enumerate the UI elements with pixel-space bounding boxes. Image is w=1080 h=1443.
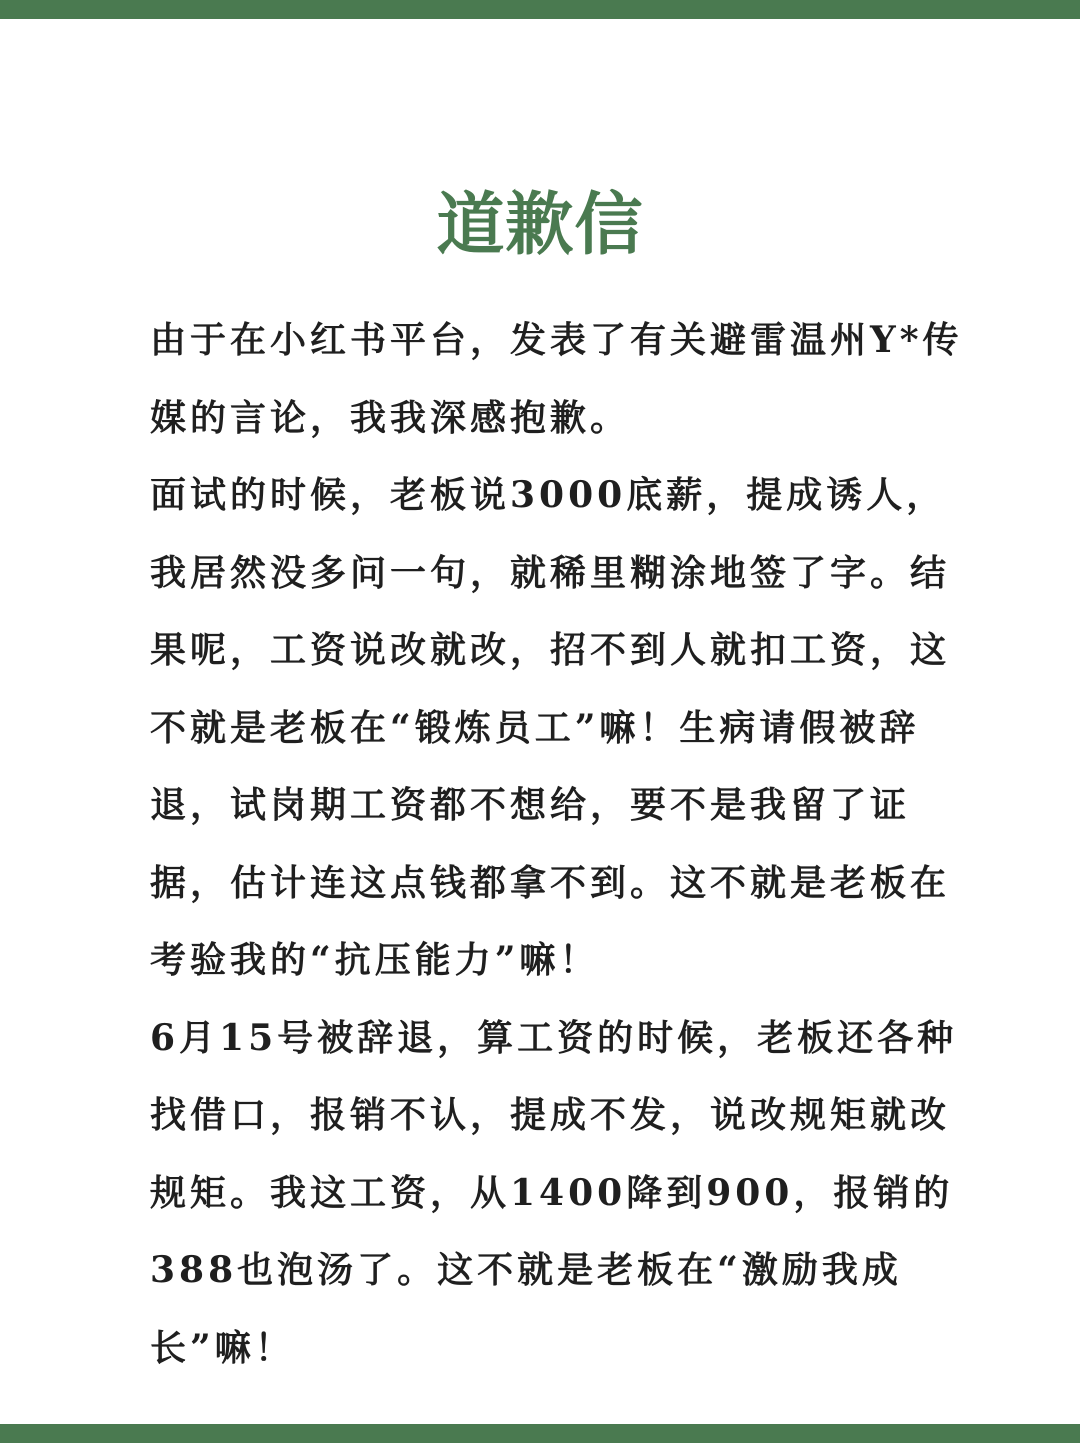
body-line: 面试的时候，老板说3000底薪，提成诱人， [150, 474, 947, 516]
body-line: 长”嘛！ [150, 1326, 295, 1369]
body-line: 不就是老板在“锻炼员工”嘛！生病请假被辞 [150, 706, 920, 749]
body-line: 规矩。我这工资，从1400降到900，报销的 [150, 1171, 954, 1214]
letter-title: 道歉信 [436, 185, 644, 265]
body-line: 由于在小红书平台，发表了有关避雷温州Y*传 [150, 319, 963, 361]
body-line: 我居然没多问一句，就稀里糊涂地签了字。结 [150, 551, 951, 594]
body-line: 6月15号被辞退，算工资的时候，老板还各种 [150, 1016, 958, 1059]
letter-body [150, 302, 970, 1387]
body-line: 果呢，工资说改就改，招不到人就扣工资，这 [150, 629, 951, 671]
body-line: 考验我的“抗压能力”嘛！ [150, 939, 600, 981]
body-line: 退，试岗期工资都不想给，要不是我留了证 [150, 784, 911, 826]
body-line: 媒的言论，我我深感抱歉。 [150, 396, 631, 439]
body-line: 388也泡汤了。这不就是老板在“激励我成 [150, 1249, 902, 1291]
top-border-bar [0, 0, 1080, 19]
body-line: 据，估计连这点钱都拿不到。这不就是老板在 [150, 861, 951, 904]
body-line: 找借口，报销不认，提成不发，说改规矩就改 [150, 1094, 951, 1136]
bottom-border-bar [0, 1424, 1080, 1443]
